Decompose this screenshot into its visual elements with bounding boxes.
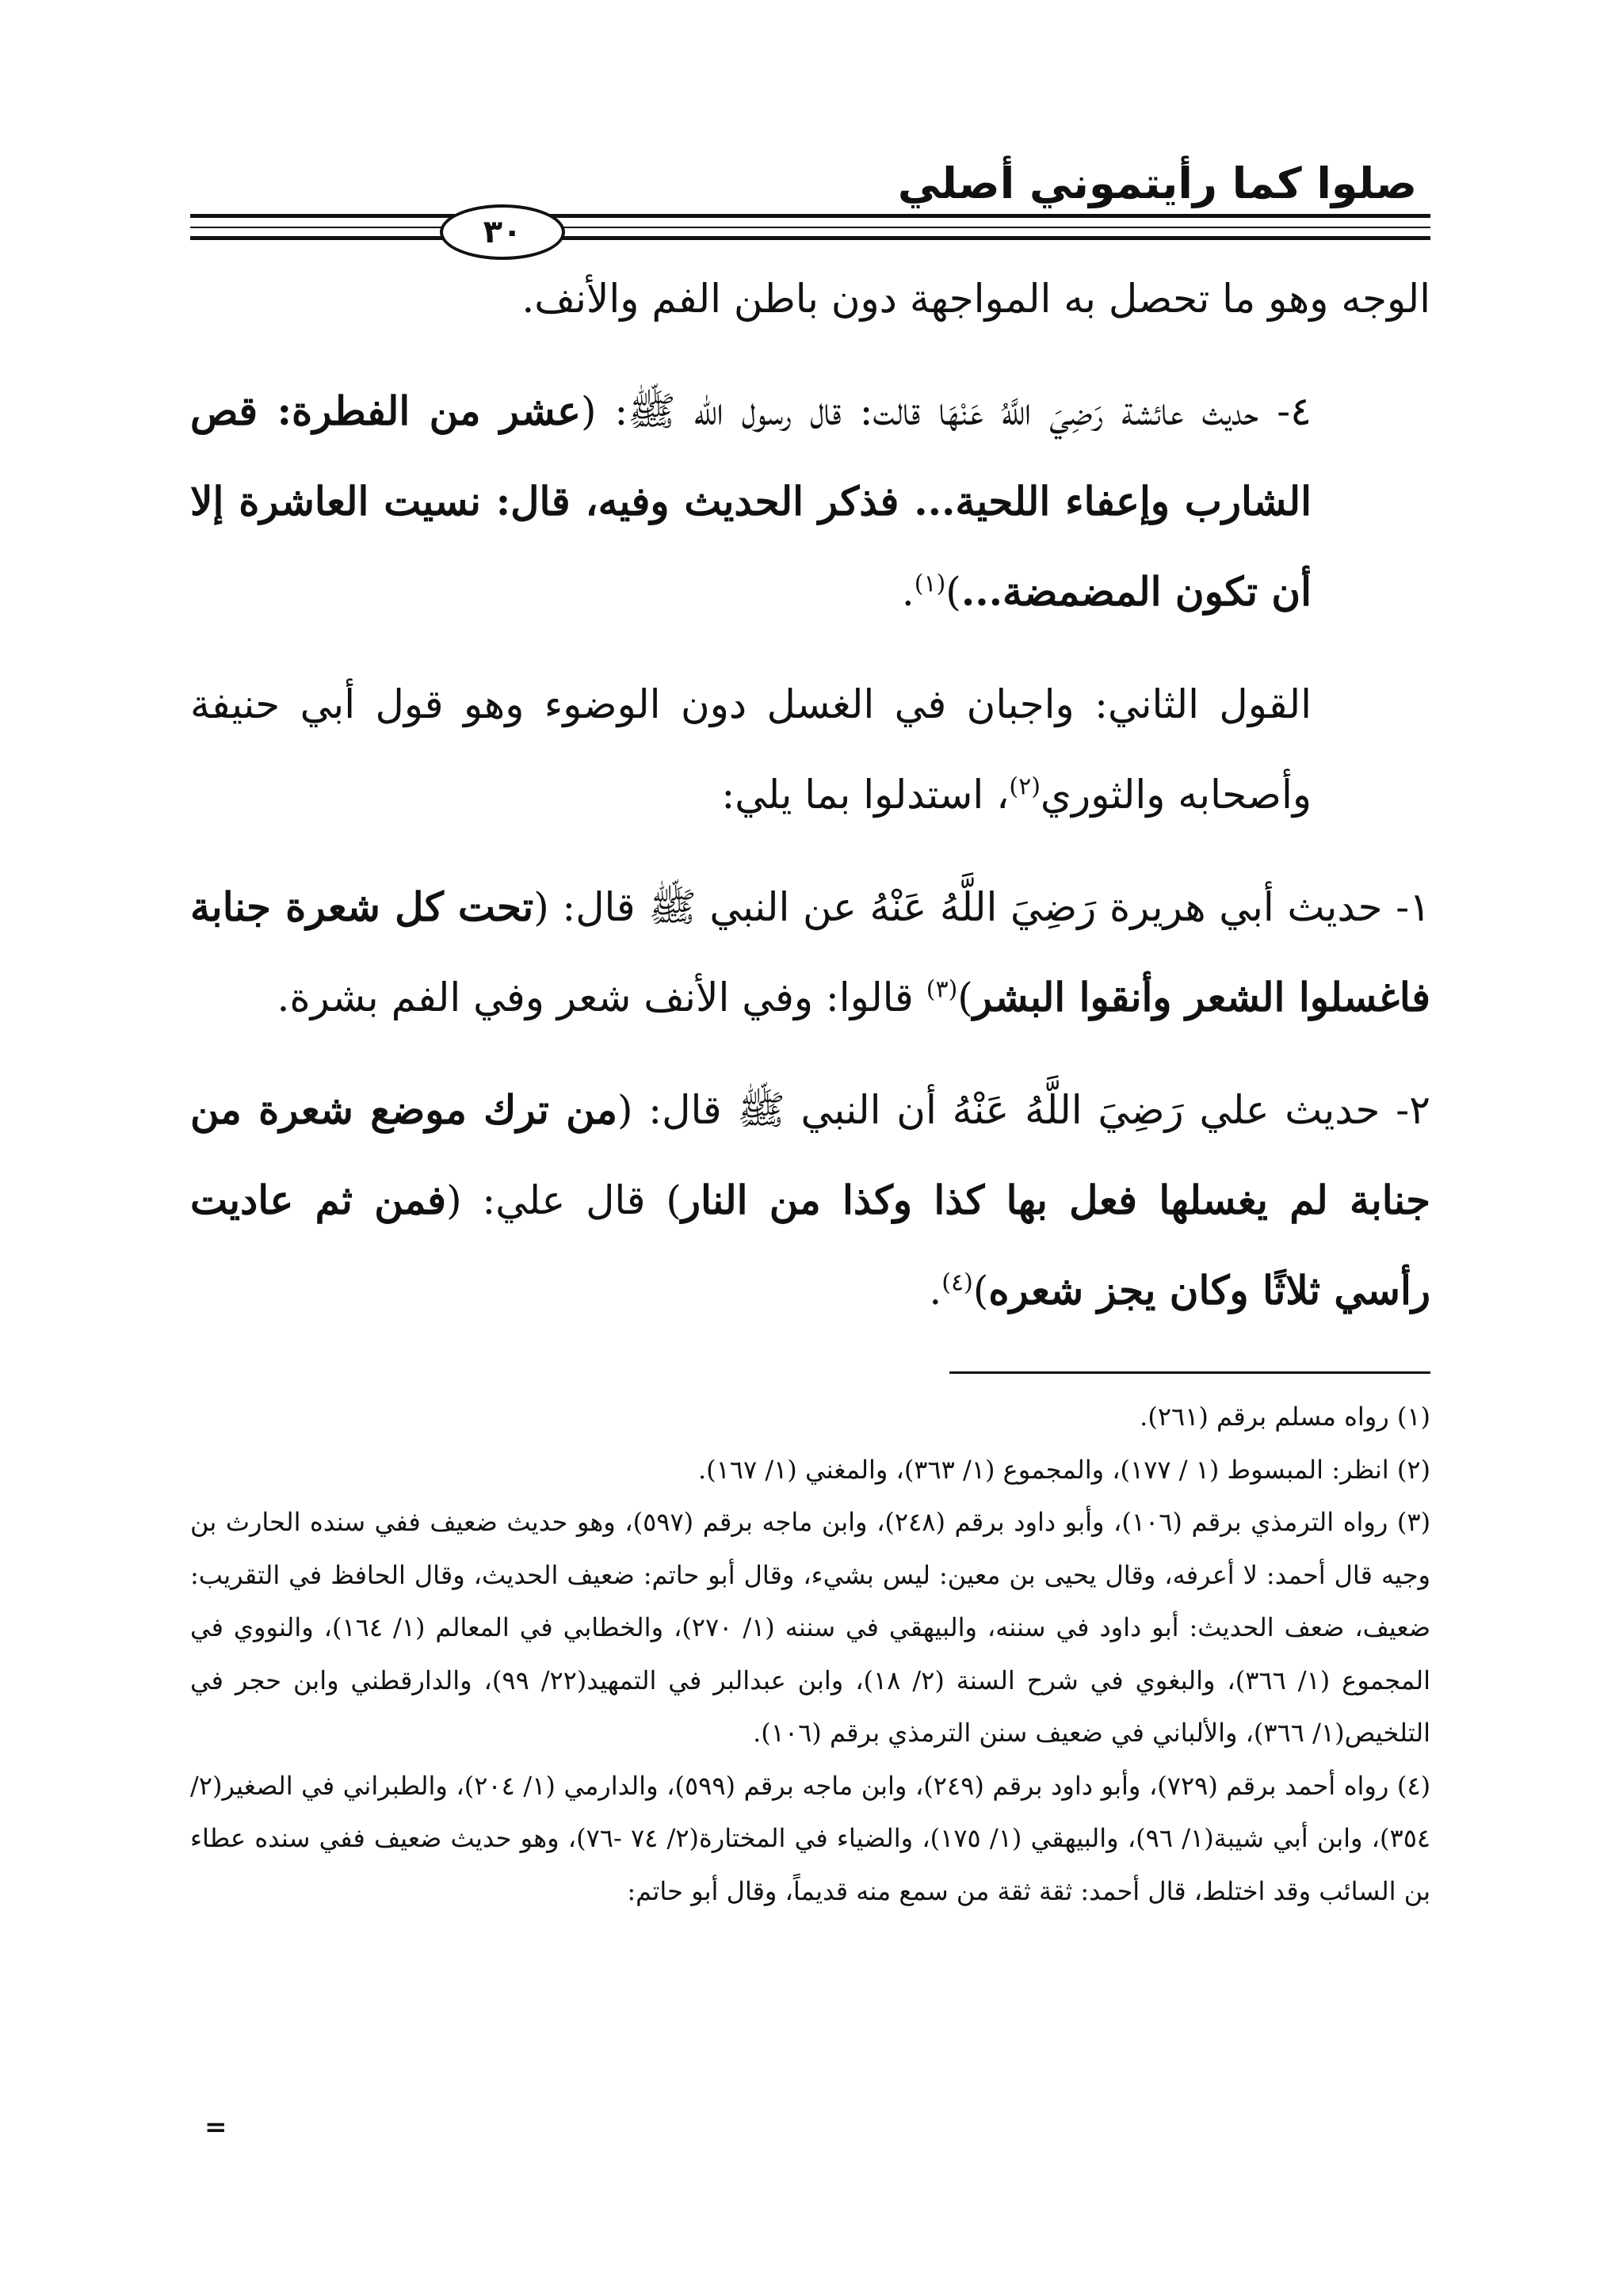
footnotes bbox=[190, 1390, 1430, 1917]
text-run: ١- حديث أبي هريرة رَضِيَ اللَّهُ عَنْهُ عن النبي ﷺ قال: ( bbox=[533, 884, 1430, 930]
text-line: الوجه وهو ما تحصل به المواجهة دون باطن الفم والأنف. bbox=[521, 276, 1430, 322]
main-text bbox=[190, 254, 1430, 1336]
footnote-1: (١) رواه مسلم برقم (٢٦١). bbox=[1140, 1402, 1430, 1432]
text-run: . bbox=[929, 1268, 942, 1314]
paragraph-hadith-ali bbox=[190, 1065, 1430, 1336]
footnote-separator bbox=[949, 1371, 1430, 1374]
header-rule-thick-top bbox=[190, 214, 1430, 218]
text-run: ٢- حديث علي رَضِيَ اللَّهُ عَنْهُ أن النبي ﷺ قال: ( bbox=[617, 1087, 1430, 1133]
paragraph-second-opinion bbox=[190, 659, 1430, 840]
footnote-2: (٢) انظر: المبسوط (١ / ١٧٧)، والمجموع (١/ ٣٦٣)، والمغني (١/ ١٦٧). bbox=[697, 1454, 1430, 1485]
page-number-badge bbox=[440, 204, 565, 260]
text-run: ٤- حديث عائشة رَضِيَ اللَّهُ عَنْهَا قالت: قال رسول الله ﷺ: ( bbox=[580, 388, 1312, 434]
hadith-quote: تحت كل شعرة جنابة فاغسلوا الشعر وأنقوا البشر bbox=[190, 883, 1430, 1020]
paragraph-continuation bbox=[190, 254, 1430, 344]
text-run: ، استدلوا بما يلي: bbox=[721, 772, 1010, 818]
header-rule-thin bbox=[190, 227, 1430, 228]
footnote-ref-1[interactable]: (١) bbox=[914, 570, 946, 598]
footnote-ref-3[interactable]: (٣) bbox=[926, 975, 958, 1004]
hadith-quote: فمن ثم عاديت رأسي ثلاثًا وكان يجز شعره bbox=[190, 1177, 1430, 1314]
footnote-ref-2[interactable]: (٢) bbox=[1009, 772, 1041, 801]
hadith-quote: عشر من الفطرة: قص الشارب وإعفاء اللحية... فذكر الحديث وفيه، قال: نسيت العاشرة إلا أن تكون المضمضة... bbox=[190, 387, 1312, 615]
hadith-quote: من ترك موضع شعرة من جنابة لم يغسلها فعل بها كذا وكذا من النار bbox=[190, 1086, 1430, 1223]
running-header-title: صلوا كما رأيتموني أصلي bbox=[897, 158, 1417, 208]
text-run: . bbox=[901, 569, 915, 615]
text-run: ) bbox=[972, 1268, 989, 1314]
footnote-ref-4[interactable]: (٤) bbox=[941, 1268, 973, 1297]
continued-mark: = bbox=[204, 2111, 227, 2143]
text-run: ) bbox=[957, 974, 973, 1020]
footnote-4: (٤) رواه أحمد برقم (٧٢٩)، وأبو داود برقم (٢٤٩)، وابن ماجه برقم (٥٩٩)، والدارمي (١/ ٢٠٤)، والطبراني في الصغير(٢/ ٣٥٤)، وابن أبي شيبة(١/ ٩٦)، والبيهقي (١/ ١٧٥)، والضياء في المختارة(٢/ ٧٤ -٧٦)، وهو حديث ضعيف ففي سنده عطاء بن السائب وقد اختلط، قال أحمد: ثقة ثقة من سمع منه قديماً، وقال أبو حاتم: bbox=[190, 1770, 1431, 1906]
text-run: ) قال علي: ( bbox=[446, 1177, 682, 1223]
text-run: ) bbox=[945, 569, 961, 615]
text-run: قالوا: وفي الأنف شعر وفي الفم بشرة. bbox=[277, 974, 926, 1020]
header-rule-thick-bottom bbox=[190, 236, 1430, 240]
page-number: ٣٠ bbox=[483, 214, 522, 250]
paragraph-hadith-aisha bbox=[190, 366, 1430, 637]
text-run: القول الثاني: واجبان في الغسل دون الوضوء وهو قول أبي حنيفة وأصحابه والثوري bbox=[190, 681, 1312, 818]
footnote-3: (٣) رواه الترمذي برقم (١٠٦)، وأبو داود برقم (٢٤٨)، وابن ماجه برقم (٥٩٧)، وهو حديث ضعيف ففي سنده الحارث بن وجيه قال أحمد: لا أعرفه، وقال يحيى بن معين: ليس بشيء، وقال أبو حاتم: ضعيف الحديث، وقال الحافظ في التقريب: ضعيف، ضعف الحديث: أبو داود في سننه، والبيهقي في سننه (١/ ٢٧٠)، والخطابي في المعالم (١/ ١٦٤)، والنووي في المجموع (١/ ٣٦٦)، والبغوي في شرح السنة (٢/ ١٨)، وابن عبدالبر في التمهيد(٢٢/ ٩٩)، والدارقطني وابن حجر في التلخيص(١/ ٣٦٦)، والألباني في ضعيف سنن الترمذي برقم (١٠٦). bbox=[190, 1507, 1431, 1748]
paragraph-hadith-abu-hurairah bbox=[190, 862, 1430, 1043]
